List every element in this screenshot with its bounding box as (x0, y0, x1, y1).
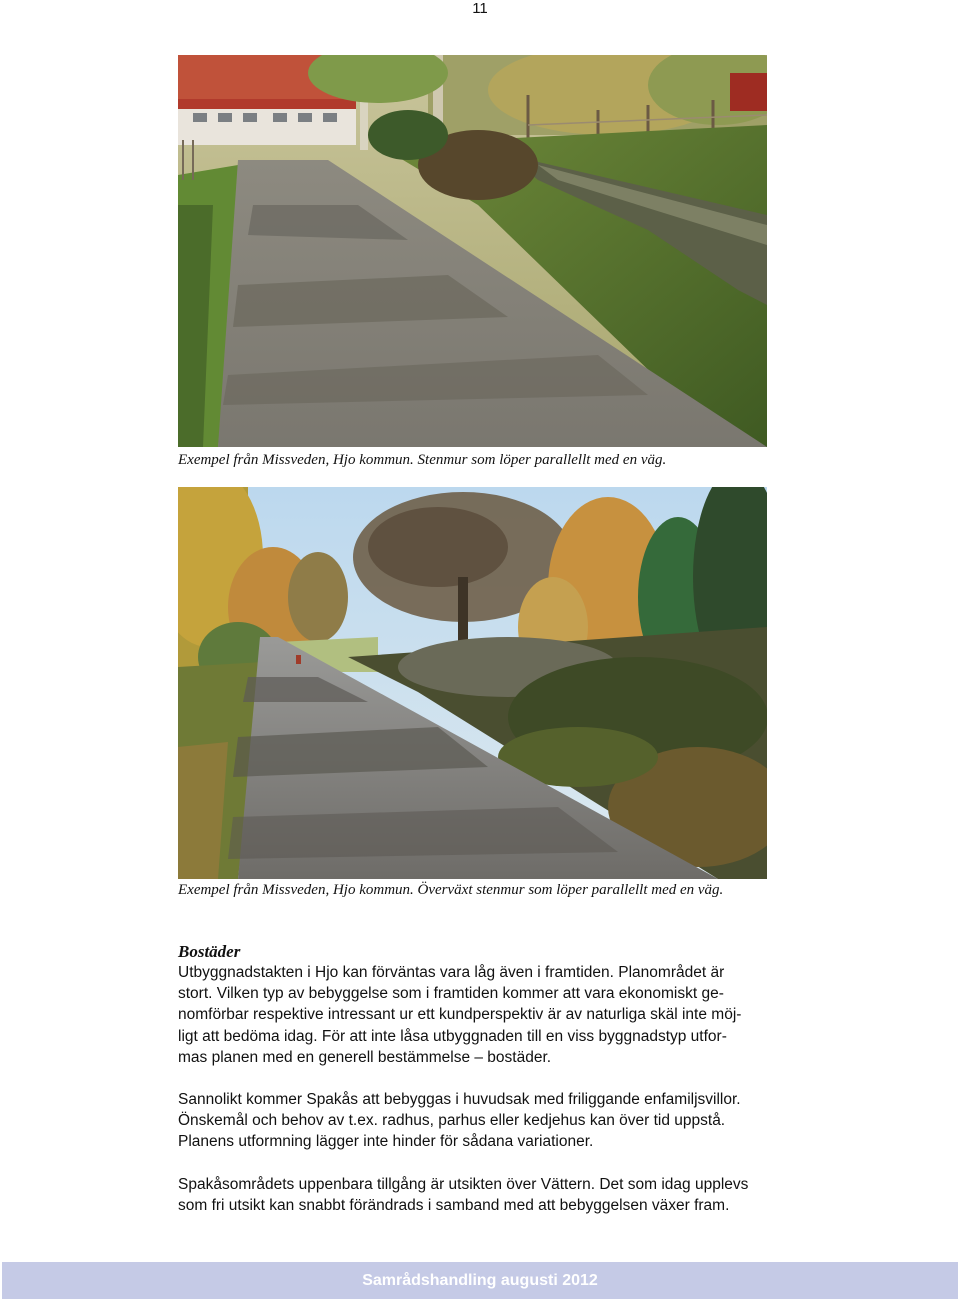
paragraph-line: Planens utformning lägger inte hinder för sådana variationer. (178, 1133, 594, 1151)
paragraph-line: mas planen med en generell bestämmelse – bostäder. (178, 1048, 552, 1066)
paragraph-line: som fri utsikt kan snabbt förändrads i samband med att bebyggelsen växer fram. (178, 1196, 730, 1214)
paragraph-line: nomförbar respektive intressant ur ett kundperspektiv är av naturliga skäl inte möj- (178, 1006, 742, 1024)
road-stone-wall-image (178, 55, 767, 447)
paragraph-line: ligt att bedöma idag. För att inte låsa utbyggnaden till en viss byggnadstyp utfor- (178, 1027, 727, 1045)
housing-section (178, 941, 798, 1237)
paragraph-line: stort. Vilken typ av bebyggelse som i framtiden kommer att vara ekonomiskt ge- (178, 985, 724, 1003)
figure-caption-2: Exempel från Missveden, Hjo kommun. Överväxt stenmur som löper parallellt med en väg. (178, 882, 724, 898)
paragraph-1 (178, 962, 798, 1068)
paragraph-3 (178, 1174, 798, 1216)
road-stone-wall-photo (178, 55, 767, 447)
paragraph-line: Utbyggnadstakten i Hjo kan förväntas vara låg även i framtiden. Planområdet är (178, 964, 725, 981)
paragraph-line: Spakåsområdets uppenbara tillgång är utsikten över Vättern. Det som idag upplevs (178, 1175, 749, 1193)
paragraph-2 (178, 1089, 798, 1153)
footer-text: Samrådshandling augusti 2012 (362, 1272, 598, 1289)
figure-caption-1: Exempel från Missveden, Hjo kommun. Stenmur som löper parallellt med en väg. (178, 452, 667, 468)
footer-bar (2, 1262, 958, 1299)
page-number: 11 (472, 0, 488, 17)
road-overgrown-wall-photo (178, 487, 767, 879)
paragraph-line: Sannolikt kommer Spakås att bebyggas i huvudsak med friliggande enfamiljsvillor. (178, 1091, 741, 1109)
section-heading: Bostäder (178, 942, 241, 961)
road-overgrown-wall-image (178, 487, 767, 879)
paragraph-line: Önskemål och behov av t.ex. radhus, parhus eller kedjehus kan över tid uppstå. (178, 1112, 726, 1130)
